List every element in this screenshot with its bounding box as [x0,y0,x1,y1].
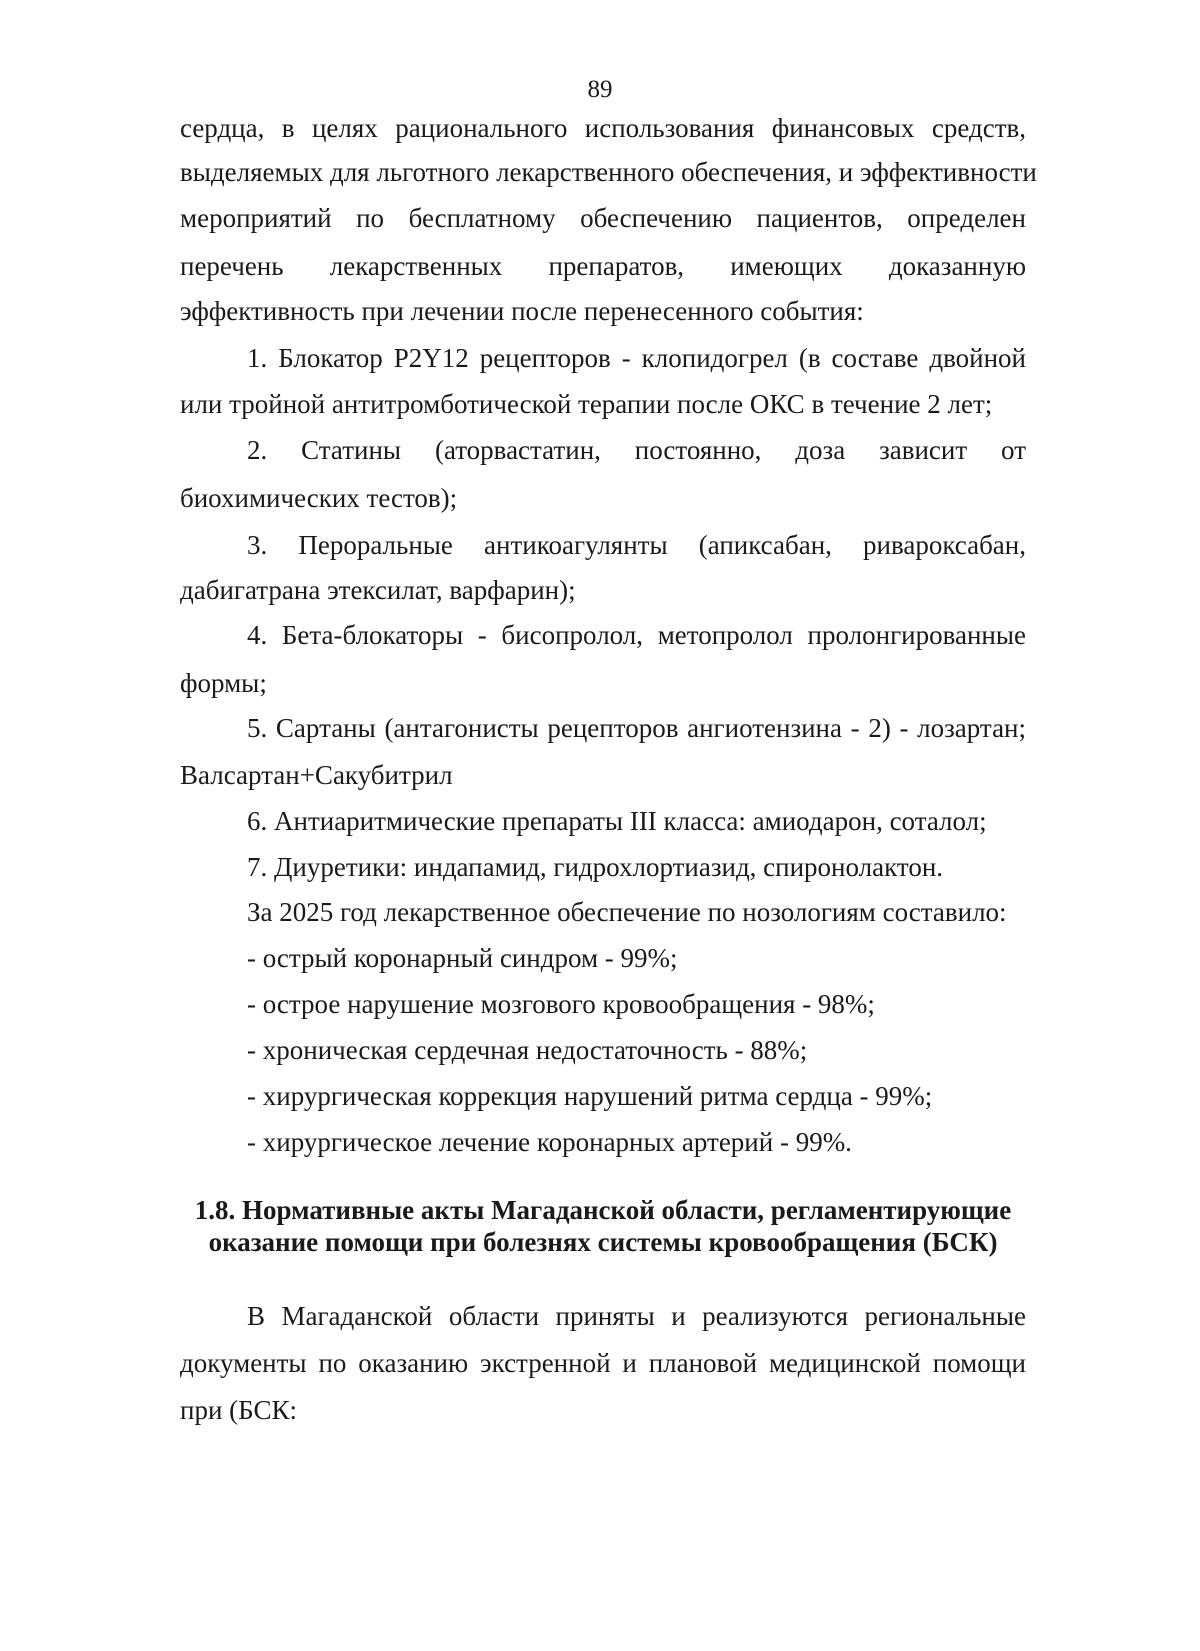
list-item: - хирургическая коррекция нарушений ритма сердца - 99%; [247,1081,933,1111]
section-heading-line: оказание помощи при болезнях системы кровообращения (БСК) [208,1227,998,1257]
list-item-line: формы; [180,668,267,698]
list-item-line: 6. Антиаритмические препараты III класса: амиодарон, соталол; [247,806,987,836]
list-item: - хроническая сердечная недостаточность - 88%; [247,1035,808,1065]
list-item: - острый коронарный синдром - 99%; [247,943,678,973]
list-item-line: 4. Бета-блокаторы - бисопролол, метопролол пролонгированные [247,620,1026,650]
list-item: - острое нарушение мозгового кровообращения - 98%; [247,989,875,1019]
section-heading-line: 1.8. Нормативные акты Магаданской области, регламентирующие [194,1195,1012,1225]
list-item-line: 7. Диуретики: индапамид, гидрохлортиазид, спиронолактон. [247,852,944,882]
list-item-line: дабигатрана этексилат, варфарин); [180,575,576,605]
list-item-line: 5. Сартаны (антагонисты рецепторов ангиотензина - 2) - лозартан; [247,713,1026,743]
list-item-line: 2. Статины (аторвастатин, постоянно, доза зависит от [247,435,1026,465]
list-item-line: или тройной антитромботической терапии после ОКС в течение 2 лет; [180,389,993,419]
paragraph-line: при (БСК: [180,1395,297,1425]
paragraph-line: перечень лекарственных препаратов, имеющих доказанную [180,251,1026,281]
paragraph-line: сердца, в целях рационального использования финансовых средств, [180,113,1026,143]
paragraph-line: В Магаданской области приняты и реализуются региональные [247,1301,1026,1331]
paragraph-line: эффективность при лечении после перенесенного события: [180,296,864,326]
list-item-line: биохимических тестов); [180,483,458,513]
paragraph-line: документы по оказанию экстренной и плановой медицинской помощи [180,1348,1026,1378]
provision-intro: За 2025 год лекарственное обеспечение по нозологиям составило: [247,897,1007,927]
list-item-line: 1. Блокатор P2Y12 рецепторов - клопидогрел (в составе двойной [247,343,1026,373]
list-item: - хирургическое лечение коронарных артерий - 99%. [247,1127,852,1157]
list-item-line: Валсартан+Сакубитрил [180,760,453,790]
page-number: 89 [587,76,613,103]
paragraph-line: мероприятий по бесплатному обеспечению пациентов, определен [180,203,1026,233]
list-item-line: 3. Пероральные антикоагулянты (апиксабан, ривароксабан, [247,530,1026,560]
paragraph-line: выделяемых для льготного лекарственного обеспечения, и эффективности [180,157,1037,187]
